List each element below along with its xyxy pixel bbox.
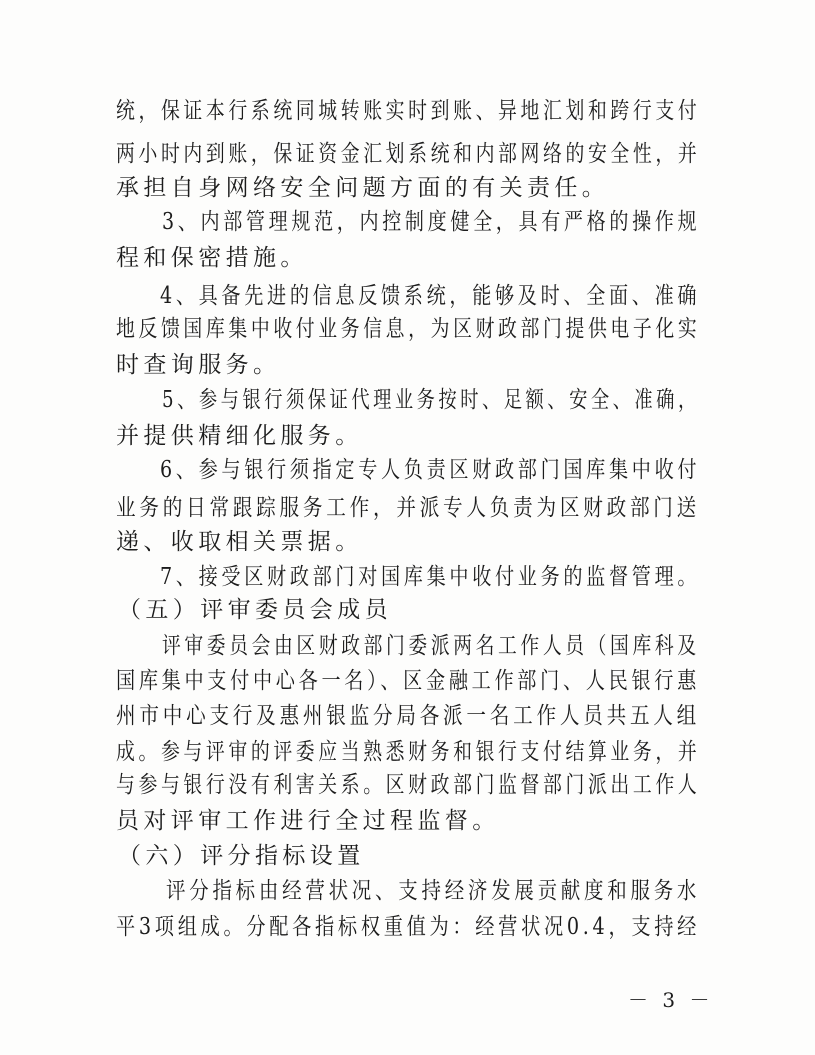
body-text-line: 员对评审工作进行全过程监督。 <box>116 808 500 834</box>
body-text-line: 平3项组成。分配各指标权重值为：经营状况0.4，支持经 <box>116 914 701 940</box>
body-text-line: 评审委员会由区财政部门委派两名工作人员（国库科及 <box>162 633 700 659</box>
section-heading: （六）评分指标设置 <box>118 843 365 869</box>
body-text-line: 5、参与银行须保证代理业务按时、足额、安全、准确， <box>162 387 700 413</box>
body-text-line: 国库集中支付中心各一名）、区金融工作部门、人民银行惠 <box>116 668 700 694</box>
body-text-line: 州市中心支行及惠州银监分局各派一名工作人员共五人组 <box>116 703 701 729</box>
body-text-line: 与参与银行没有利害关系。区财政部门监督部门派出工作人 <box>116 772 701 798</box>
body-text-line: 递、收取相关票据。 <box>116 529 363 555</box>
page-number: － 3 － <box>628 988 714 1012</box>
body-text-line: 两小时内到账，保证资金汇划系统和内部网络的安全性，并 <box>116 141 701 167</box>
section-heading: （五）评审委员会成员 <box>118 597 392 623</box>
body-text-line: 时查询服务。 <box>116 352 281 378</box>
body-text-line: 统，保证本行系统同城转账实时到账、异地汇划和跨行支付 <box>116 98 701 124</box>
body-text-line: 4、具备先进的信息反馈系统，能够及时、全面、准确 <box>160 283 701 309</box>
body-text-line: 承担自身网络安全问题方面的有关责任。 <box>116 175 610 201</box>
body-text-line: 7、接受区财政部门对国库集中收付业务的监督管理。 <box>160 564 701 590</box>
body-text-line: 成。参与评审的评委应当熟悉财务和银行支付结算业务，并 <box>116 739 701 765</box>
body-text-line: 6、参与银行须指定专人负责区财政部门国库集中收付 <box>160 457 701 483</box>
body-text-line: 业务的日常跟踪服务工作，并派专人负责为区财政部门送 <box>116 495 701 521</box>
body-text-line: 评分指标由经营状况、支持经济发展贡献度和服务水 <box>166 878 701 904</box>
body-text-line: 并提供精细化服务。 <box>116 423 363 449</box>
body-text-line: 地反馈国库集中收付业务信息，为区财政部门提供电子化实 <box>116 316 701 342</box>
body-text-line: 3、内部管理规范，内控制度健全，具有严格的操作规 <box>162 209 701 235</box>
body-text-line: 程和保密措施。 <box>116 245 308 271</box>
